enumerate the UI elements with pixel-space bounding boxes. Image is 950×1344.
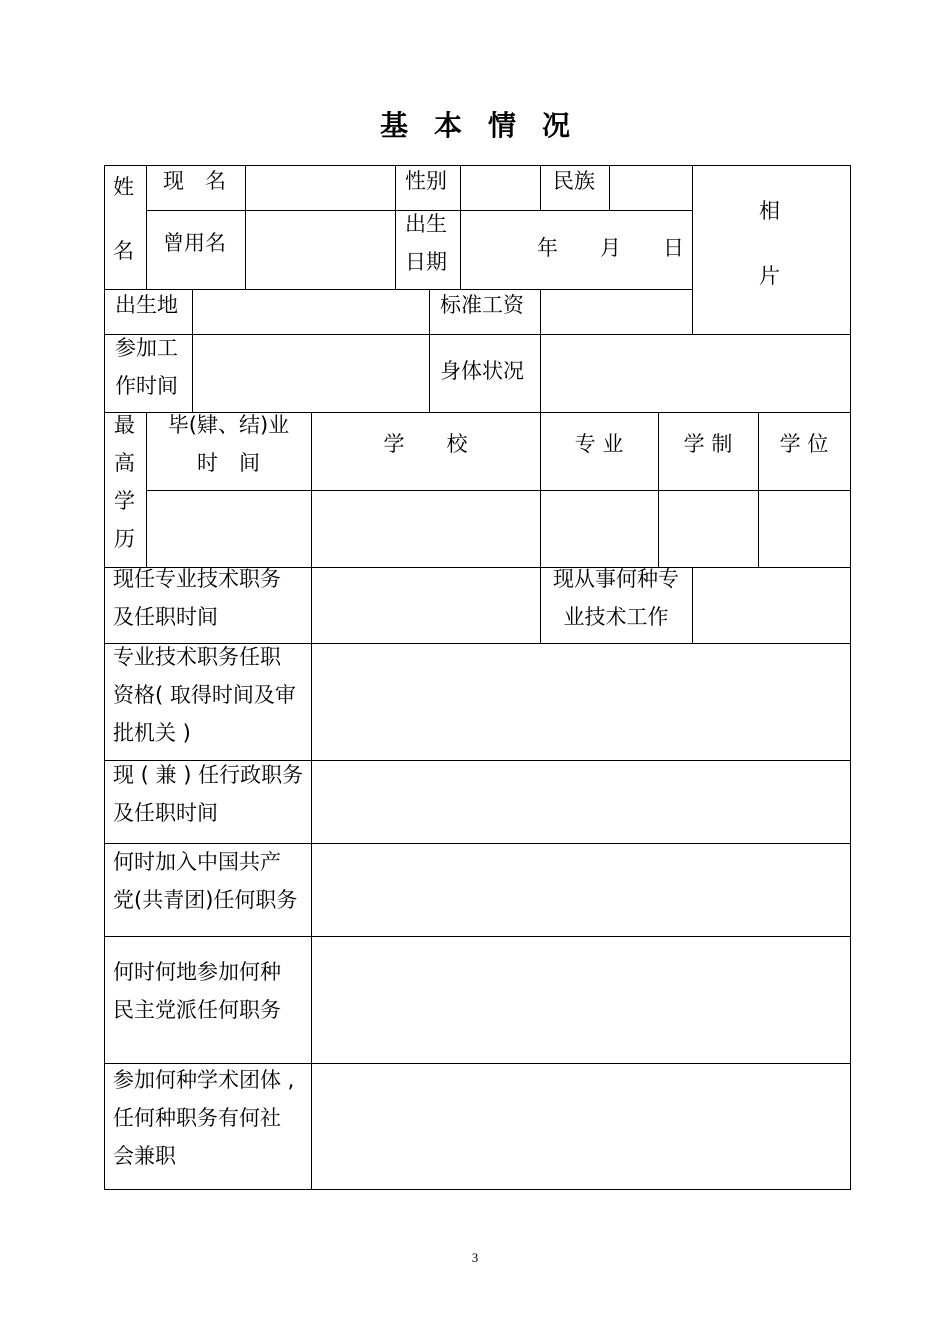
grid-line <box>692 567 693 643</box>
duration-header: 学 制 <box>683 432 733 456</box>
ethnicity-label: 民族 <box>553 169 595 193</box>
photo-label: 片 <box>759 264 780 288</box>
grid-line <box>311 412 312 1190</box>
birth-date-label: 出生 <box>405 212 447 236</box>
school-header: 学 校 <box>383 432 468 456</box>
grad-time-header: 毕(肄、结)业 <box>167 413 290 437</box>
former-name-label: 曾用名 <box>163 231 226 255</box>
current-work-label: 现从事何种专 <box>553 567 679 591</box>
grid-line <box>192 289 193 412</box>
grid-line <box>104 165 105 1190</box>
admin-post-label: 及任职时间 <box>113 801 218 825</box>
grid-line <box>609 165 610 210</box>
qualification-label: 批机关 ) <box>113 721 191 745</box>
gender-label: 性别 <box>405 169 447 193</box>
qualification-label: 专业技术职务任职 <box>113 645 281 669</box>
page-title: 基本情况 <box>379 109 596 142</box>
democratic-party-label: 民主党派任何职务 <box>113 998 281 1022</box>
qualification-label: 资格( 取得时间及审 <box>113 683 296 707</box>
grad-time-header: 时 间 <box>197 451 260 475</box>
democratic-party-label: 何时何地参加何种 <box>113 960 281 984</box>
education-label: 最 <box>114 413 135 437</box>
grid-line <box>540 289 541 412</box>
grid-line <box>104 1189 851 1190</box>
grid-line <box>245 165 246 289</box>
grid-line <box>395 165 396 289</box>
standard-salary-label: 标准工资 <box>440 293 524 317</box>
date-placeholder: 年 月 日 <box>537 236 684 260</box>
health-label: 身体状况 <box>440 359 524 383</box>
current-name-label: 现 名 <box>163 169 226 193</box>
work-start-label: 作时间 <box>115 374 178 398</box>
birthplace-label: 出生地 <box>115 293 178 317</box>
page-number: 3 <box>471 1250 479 1265</box>
academic-label: 任何种职务有何社 <box>113 1106 281 1130</box>
grid-line <box>692 165 693 334</box>
grid-line <box>104 936 851 937</box>
grid-line <box>146 490 851 491</box>
degree-header: 学 位 <box>779 432 829 456</box>
grid-line <box>429 289 430 412</box>
work-start-label: 参加工 <box>115 336 178 360</box>
academic-label: 参加何种学术团体 , <box>113 1068 295 1092</box>
admin-post-label: 现 ( 兼 ) 任行政职务 <box>113 763 304 787</box>
grid-line <box>146 165 147 289</box>
name-label: 姓 <box>113 175 134 199</box>
education-label: 历 <box>114 527 135 551</box>
education-label: 学 <box>114 489 135 513</box>
education-label: 高 <box>114 451 135 475</box>
grid-line <box>850 165 851 1190</box>
photo-label: 相 <box>759 199 780 223</box>
current-title-label: 现任专业技术职务 <box>113 567 281 591</box>
party-label: 党(共青团)任何职务 <box>113 888 298 912</box>
grid-line <box>460 165 461 289</box>
current-title-label: 及任职时间 <box>113 605 218 629</box>
grid-line <box>540 165 541 210</box>
major-header: 专 业 <box>574 432 624 456</box>
party-label: 何时加入中国共产 <box>113 850 281 874</box>
current-work-label: 业技术工作 <box>563 605 669 629</box>
birth-date-label: 日期 <box>405 250 447 274</box>
academic-label: 会兼职 <box>113 1144 176 1168</box>
name-label: 名 <box>113 239 134 263</box>
grid-line <box>104 334 851 335</box>
